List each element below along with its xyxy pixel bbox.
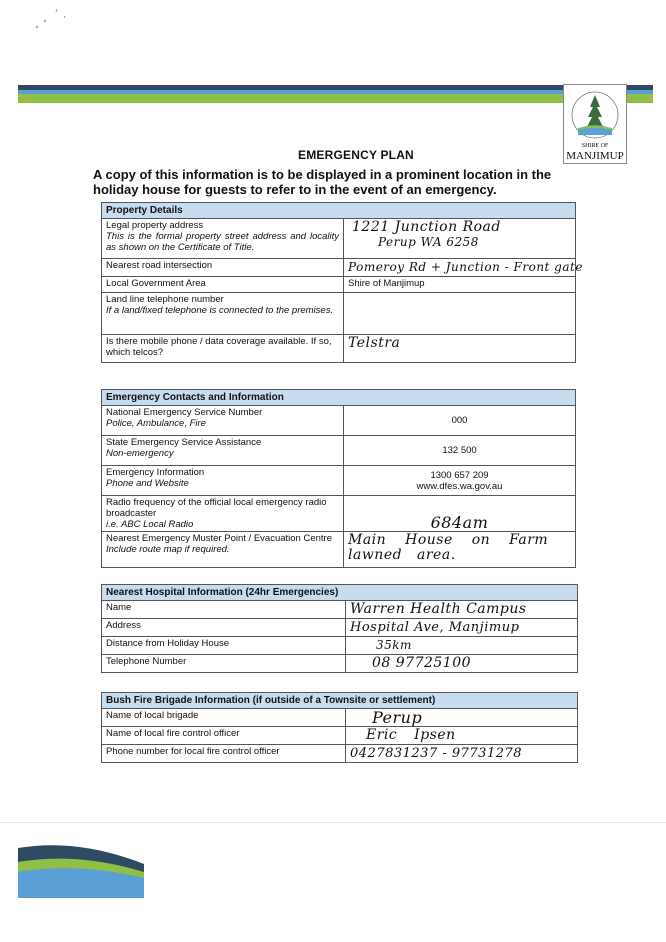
info-note: Phone and Website — [106, 478, 189, 489]
hospital-name-value: Warren Health Campus — [346, 601, 578, 619]
ses-label: State Emergency Service Assistance — [106, 437, 262, 448]
legal-address-label: Legal property address — [106, 220, 204, 231]
hospital-address-value: Hospital Ave, Manjimup — [346, 619, 578, 637]
landline-value — [344, 293, 576, 335]
shire-logo — [563, 84, 627, 164]
muster-value-cell — [344, 532, 576, 568]
brigade-heading: Bush Fire Brigade Information (if outside of a Townsite or settlement) — [102, 693, 578, 709]
radio-note: i.e. ABC Local Radio — [106, 519, 194, 530]
brigade-name-label: Name of local brigade — [102, 709, 346, 727]
legal-address-value-cell — [344, 219, 576, 259]
logo-line1: SHIRE OF — [581, 143, 609, 149]
fire-officer-label: Name of local fire control officer — [102, 727, 346, 745]
mobile-coverage-value: Telstra — [344, 335, 576, 363]
hospital-phone-value: 08 97725100 — [346, 655, 578, 673]
intro-text: A copy of this information is to be displayed in a prominent location in the holiday house for guests to refer to in the event of an emergency. — [93, 167, 552, 197]
landline-label: Land line telephone number — [106, 294, 224, 305]
hospital-table — [101, 584, 578, 673]
info-value-cell — [344, 466, 576, 496]
hospital-name-label: Name — [102, 601, 346, 619]
info-website: www.dfes.wa.gov.au — [416, 480, 503, 492]
hospital-phone-label: Telephone Number — [102, 655, 346, 673]
muster-label-cell — [102, 532, 344, 568]
muster-value-line1: Main House on Farm — [348, 532, 549, 548]
ses-label-cell — [102, 436, 344, 466]
muster-value-line2: lawned area. — [348, 547, 456, 563]
nesn-note: Police, Ambulance, Fire — [106, 418, 206, 429]
muster-note: Include route map if required. — [106, 544, 230, 555]
page-title: EMERGENCY PLAN — [298, 148, 414, 162]
contacts-heading: Emergency Contacts and Information — [102, 390, 576, 406]
landline-note: If a land/fixed telephone is connected to the premises. — [106, 305, 334, 316]
emergency-contacts-table — [101, 389, 576, 568]
hospital-address-label: Address — [102, 619, 346, 637]
road-intersection-label: Nearest road intersection — [102, 259, 344, 277]
legal-address-line2: Perup WA 6258 — [378, 235, 479, 249]
nesn-label: National Emergency Service Number — [106, 407, 263, 418]
nesn-label-cell — [102, 406, 344, 436]
mobile-coverage-label: Is there mobile phone / data coverage available. If so, which telcos? — [102, 335, 344, 363]
brigade-table — [101, 692, 578, 763]
legal-address-label-cell — [102, 219, 344, 259]
info-label-cell — [102, 466, 344, 496]
fire-officer-phone-label: Phone number for local fire control officer — [102, 745, 346, 763]
property-heading: Property Details — [102, 203, 576, 219]
radio-label-cell — [102, 496, 344, 532]
header-stripe-green — [18, 94, 565, 103]
lga-value: Shire of Manjimup — [344, 277, 576, 293]
muster-label: Nearest Emergency Muster Point / Evacuation Centre — [106, 533, 332, 544]
hospital-distance-value: 35km — [346, 637, 578, 655]
nesn-value: 000 — [344, 406, 576, 436]
footer-swoosh — [18, 842, 144, 898]
hospital-distance-label: Distance from Holiday House — [102, 637, 346, 655]
landline-label-cell — [102, 293, 344, 335]
info-label: Emergency Information — [106, 467, 205, 478]
hospital-heading: Nearest Hospital Information (24hr Emergencies) — [102, 585, 578, 601]
header-stripe-green-right — [625, 85, 653, 103]
tree-emblem-icon — [564, 85, 626, 143]
logo-line2: MANJIMUP — [566, 150, 624, 162]
fire-officer-phone-value: 0427831237 - 97731278 — [346, 745, 578, 763]
footer-divider — [0, 822, 666, 823]
radio-value: 684am — [344, 496, 576, 532]
road-intersection-value: Pomeroy Rd + Junction - Front gate — [344, 259, 576, 277]
info-phone: 1300 657 209 — [430, 469, 489, 481]
legal-address-line1: 1221 Junction Road — [352, 219, 501, 235]
radio-label: Radio frequency of the official local emergency radio broadcaster — [106, 497, 327, 519]
property-details-table — [101, 202, 583, 363]
lga-label: Local Government Area — [102, 277, 344, 293]
brigade-name-value: Perup — [346, 709, 578, 727]
legal-address-note: This is the formal property street address and locality as shown on the Certificate of Title. — [106, 231, 339, 253]
ses-note: Non-emergency — [106, 448, 174, 459]
fire-officer-value: Eric Ipsen — [346, 727, 578, 745]
scan-marks — [34, 6, 74, 32]
ses-value: 132 500 — [344, 436, 576, 466]
